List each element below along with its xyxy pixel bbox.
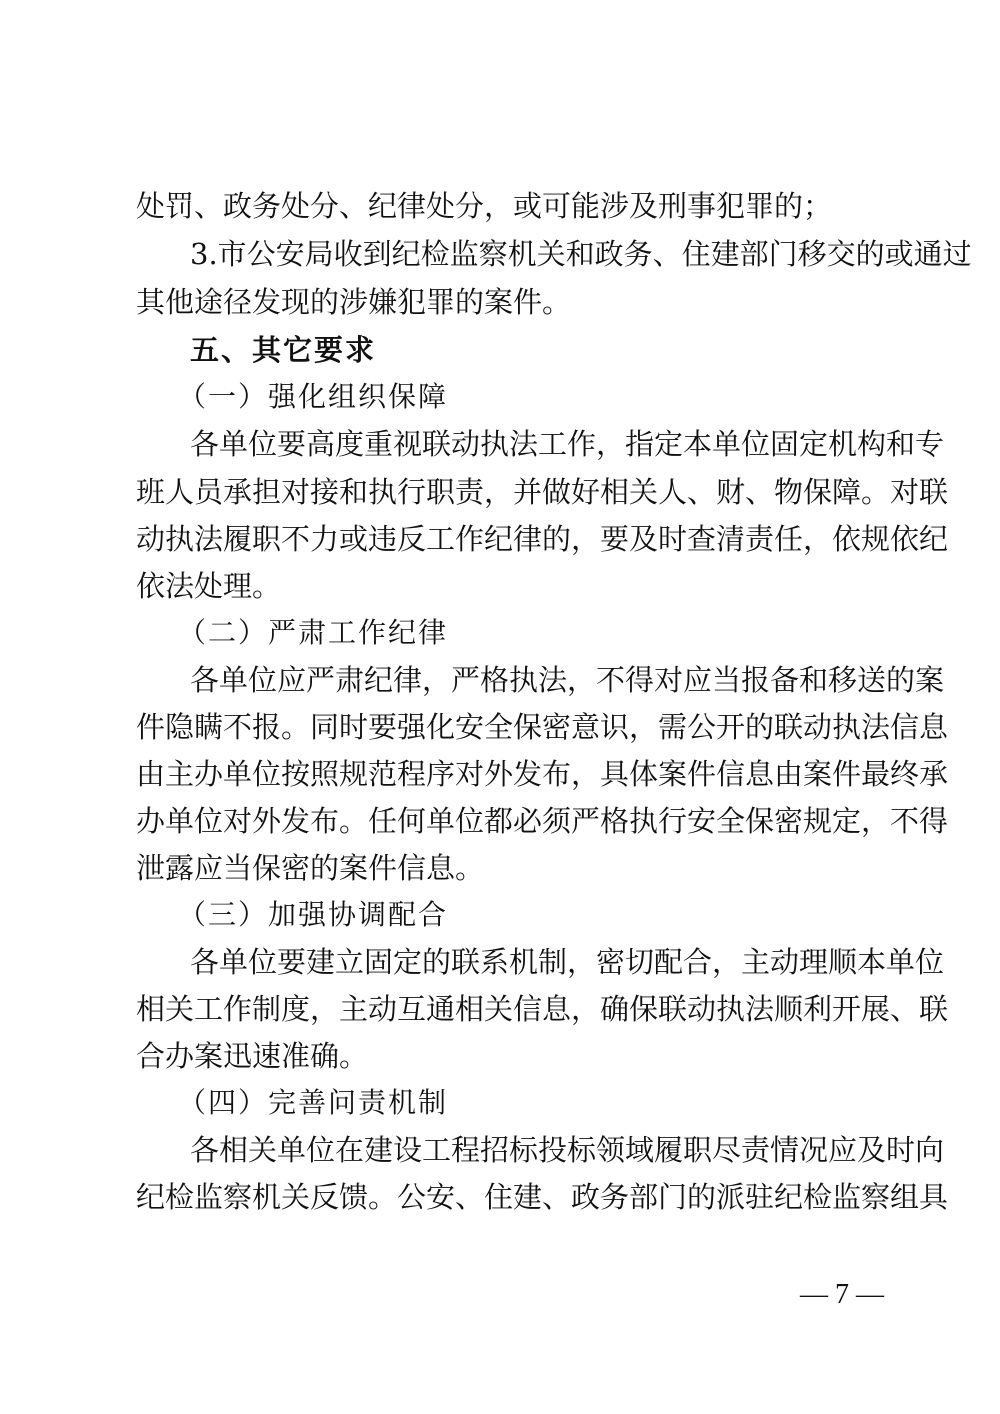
body-text-line: 泄露应当保密的案件信息。	[136, 851, 485, 885]
body-text-line: 各单位应严肃纪律，严格执法，不得对应当报备和移送的案	[190, 663, 945, 697]
body-text-line: 各单位要建立固定的联系机制，密切配合，主动理顺本单位	[190, 945, 945, 979]
page-number: — 7 —	[800, 1279, 884, 1310]
body-text-line: 各单位要高度重视联动执法工作，指定本单位固定机构和专	[190, 427, 945, 461]
body-text-line: 3.市公安局收到纪检监察机关和政务、住建部门移交的或通过	[190, 237, 972, 271]
subsection-heading: （四）完善问责机制	[178, 1086, 449, 1119]
body-text-line: 其他途径发现的涉嫌犯罪的案件。	[136, 285, 572, 319]
body-text-line: 合办案迅速准确。	[136, 1039, 369, 1073]
subsection-heading: （一）强化组织保障	[178, 380, 449, 413]
body-text-line: 件隐瞒不报。同时要强化安全保密意识，需公开的联动执法信息	[136, 710, 949, 744]
body-text-line: 动执法履职不力或违反工作纪律的，要及时查清责任，依规依纪	[136, 522, 949, 556]
body-text-line: 处罚、政务处分、纪律处分，或可能涉及刑事犯罪的；	[136, 189, 833, 223]
subsection-heading: （三）加强协调配合	[178, 898, 449, 931]
body-text-line: 办单位对外发布。任何单位都必须严格执行安全保密规定，不得	[136, 804, 949, 838]
subsection-heading: （二）严肃工作纪律	[178, 616, 449, 649]
body-text-line: 各相关单位在建设工程招标投标领域履职尽责情况应及时向	[190, 1133, 945, 1167]
body-text-line: 由主办单位按照规范程序对外发布，具体案件信息由案件最终承	[136, 757, 949, 791]
body-text-line: 班人员承担对接和执行职责，并做好相关人、财、物保障。对联	[136, 475, 949, 509]
body-text-line: 依法处理。	[136, 569, 282, 603]
body-text-line: 纪检监察机关反馈。公安、住建、政务部门的派驻纪检监察组具	[136, 1180, 949, 1214]
body-text-line: 相关工作制度，主动互通相关信息，确保联动执法顺利开展、联	[136, 992, 949, 1026]
section-heading: 五、其它要求	[190, 333, 377, 367]
